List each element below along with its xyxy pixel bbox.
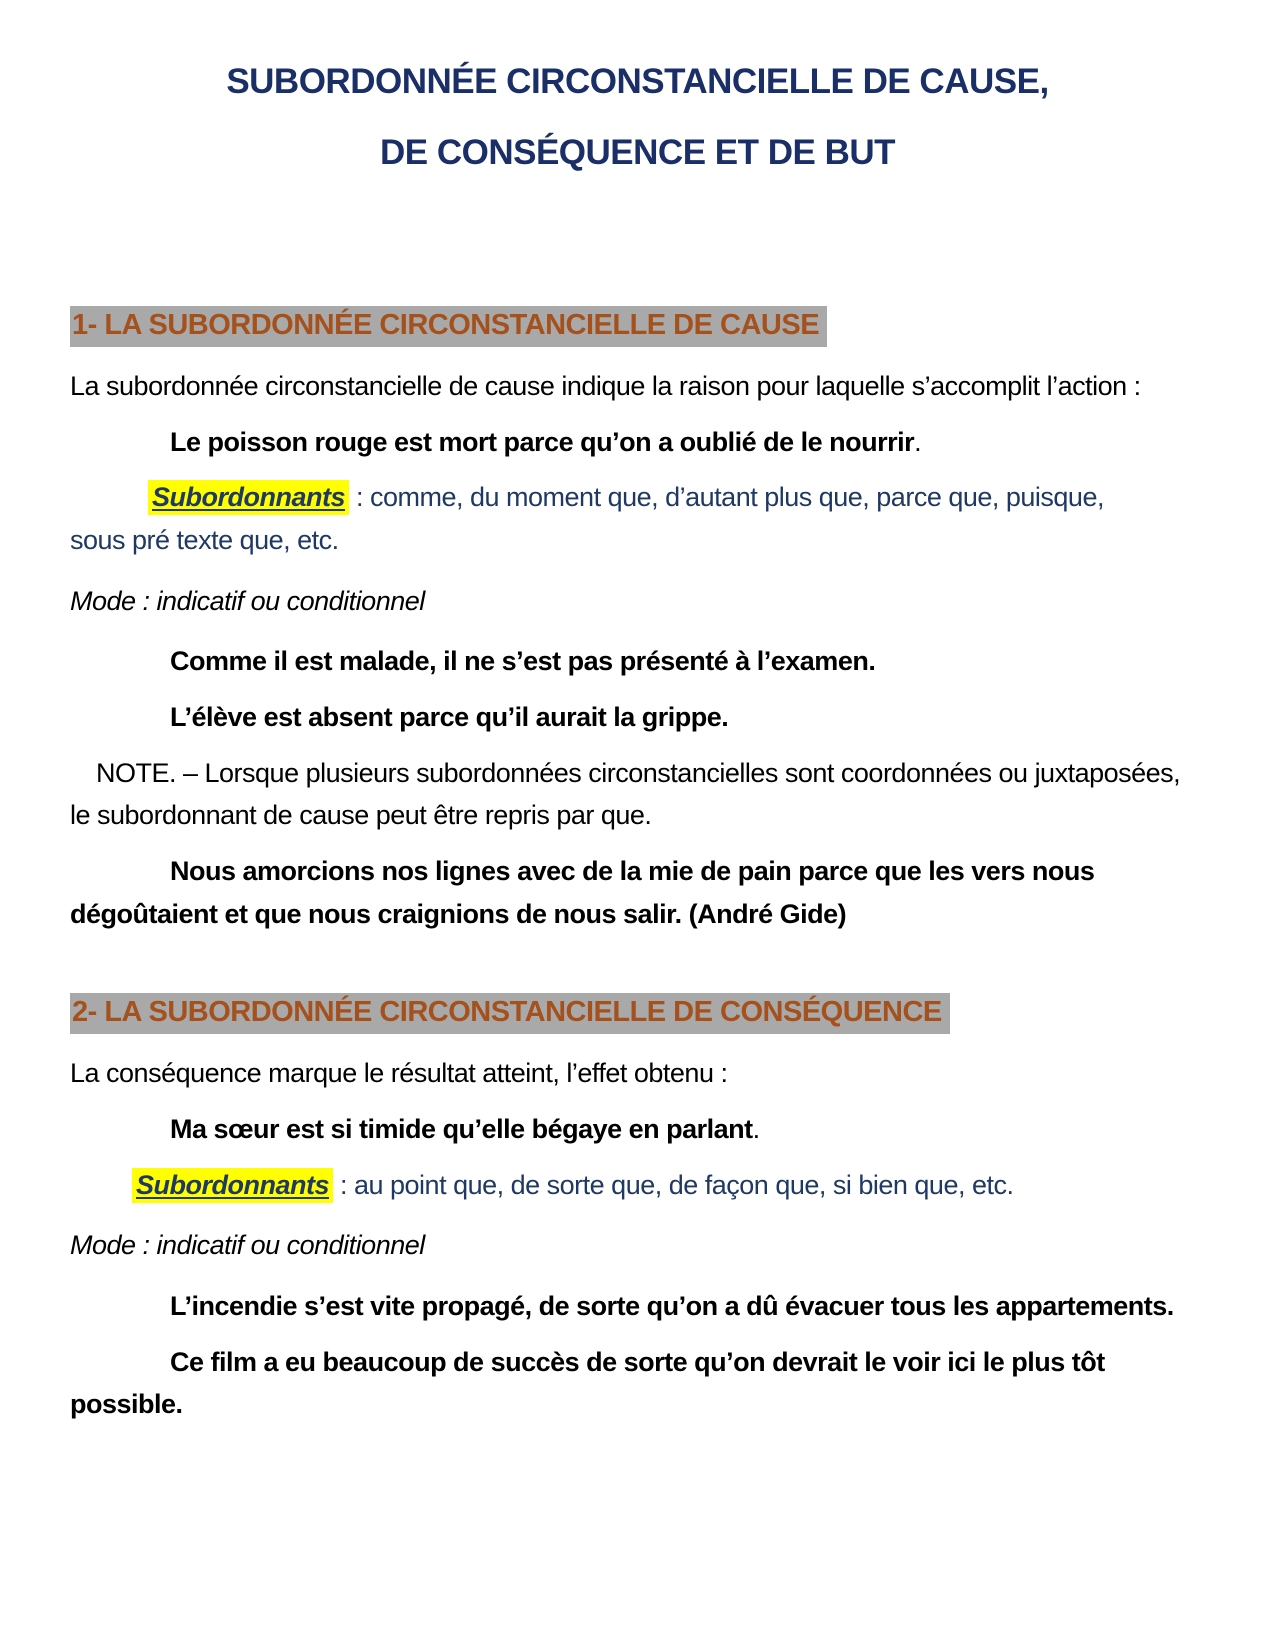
consequence-example-1-text: Ma sœur est si timide qu’elle bégaye en parlant — [170, 1113, 753, 1144]
consequence-subordonnants-list: : au point que, de sorte que, de façon que, si bien que, etc. — [332, 1169, 1014, 1200]
title-line-1: SUBORDONNÉE CIRCONSTANCIELLE DE CAUSE, — [226, 62, 1049, 101]
cause-subordonnants-list-line2: sous pré texte que, etc. — [70, 524, 339, 555]
section-cause-heading-text: 1- LA SUBORDONNÉE CIRCONSTANCIELLE DE CAUSE — [70, 306, 827, 347]
consequence-subordonnants-paragraph — [70, 1164, 1205, 1207]
yellow-highlight — [148, 480, 349, 515]
cause-example-sentence-1 — [70, 421, 1205, 464]
cause-example-sentence-3: L’élève est absent parce qu’il aurait la grippe. — [170, 701, 729, 732]
cause-intro-paragraph: La subordonnée circonstancielle de cause indique la raison pour laquelle s’accomplit l’action : — [70, 371, 1141, 401]
cause-subordonnants-list-line1: : comme, du moment que, d’autant plus que, parce que, puisque, — [348, 482, 1104, 513]
cause-subordonnants-paragraph — [70, 476, 1205, 561]
consequence-mode-paragraph: Mode : indicatif ou conditionnel — [70, 1230, 425, 1261]
subordonnants-label: Subordonnants — [152, 482, 345, 513]
cause-example-sentence-4: Nous amorcions nos lignes avec de la mie de pain parce que les vers nous dégoûtaient et que nous craignions de nous salir. (André Gide) — [70, 855, 1095, 929]
consequence-example-sentence-2: L’incendie s’est vite propagé, de sorte qu’on a dû évacuer tous les appartements. — [170, 1290, 1174, 1321]
yellow-highlight — [132, 1168, 333, 1203]
section-consequence-heading-text: 2- LA SUBORDONNÉE CIRCONSTANCIELLE DE CONSÉQUENCE — [70, 993, 950, 1034]
title-line-2: DE CONSÉQUENCE ET DE BUT — [380, 133, 895, 172]
consequence-example-1-period: . — [752, 1113, 760, 1144]
consequence-example-sentence-1 — [70, 1108, 1205, 1151]
document-title — [70, 64, 1205, 170]
consequence-intro-paragraph: La conséquence marque le résultat atteint, l’effet obtenu : — [70, 1058, 728, 1089]
section-cause — [70, 306, 1205, 935]
cause-example-1-text: Le poisson rouge est mort parce qu’on a oublié de le nourrir — [170, 426, 915, 457]
cause-example-1-period: . — [914, 426, 922, 457]
cause-example-sentence-2: Comme il est malade, il ne s’est pas présenté à l’examen. — [170, 646, 876, 677]
section-consequence — [70, 993, 1205, 1426]
consequence-example-sentence-3: Ce film a eu beaucoup de succès de sorte qu’on devrait le voir ici le plus tôt possible. — [70, 1346, 1105, 1420]
section-cause-heading — [70, 306, 1205, 347]
subordonnants-label: Subordonnants — [136, 1169, 329, 1200]
cause-note-paragraph: NOTE. – Lorsque plusieurs subordonnées circonstancielles sont coordonnées ou juxtaposées, le subordonnant de cause peut être repris par que. — [70, 757, 1181, 831]
cause-mode-paragraph: Mode : indicatif ou conditionnel — [70, 585, 425, 616]
section-consequence-heading — [70, 993, 1205, 1034]
